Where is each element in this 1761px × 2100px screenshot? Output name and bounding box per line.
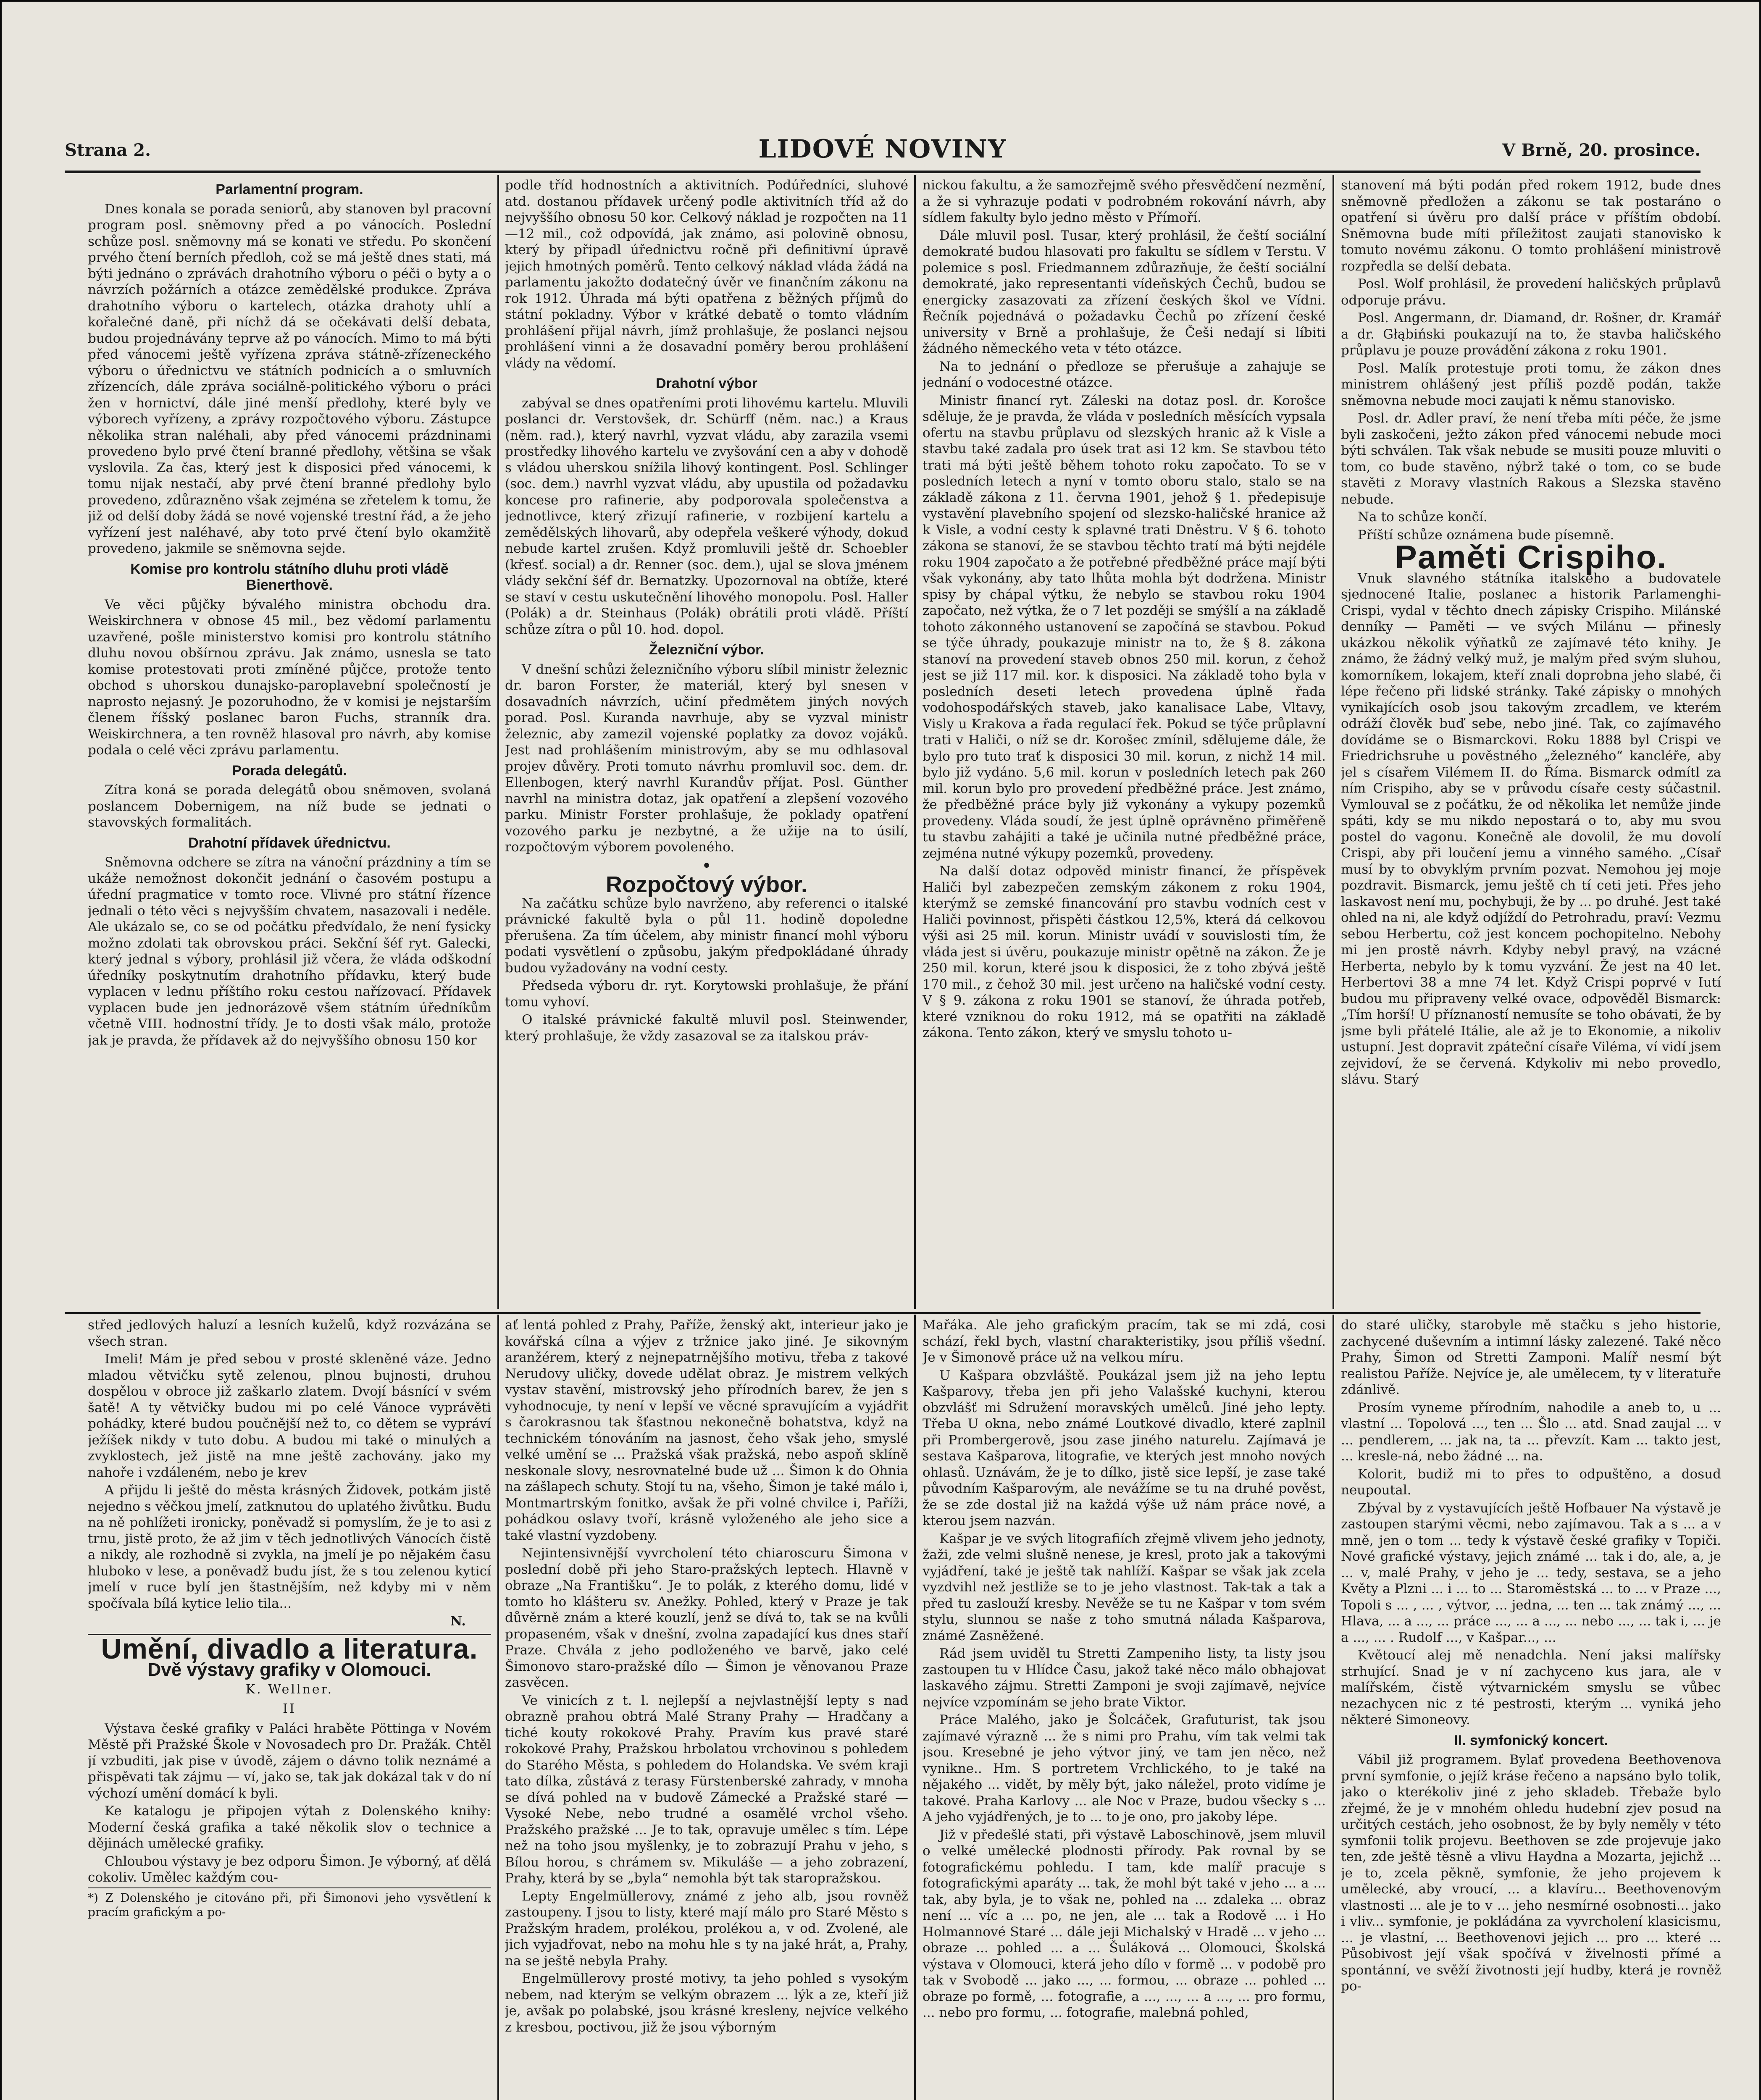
- article-angermann: Posl. Angermann, dr. Diamand, dr. Rošner, dr. Kramář a dr. Głąbiński poukazují na to, že stavba haličského průplavu je pouze provádění zákona z roku 1901.: [1341, 310, 1721, 358]
- feuilleton-mistletoe: Imeli! Mám je před sebou v prosté skleněné váze. Jedno mladou větvičku sytě zelenou, plnou bujnosti, druhou dospělou v obroce již zaškarlo zlatem. Dvojí básnící v svém šatě! A ty větvičky budou mi po celé Vánoce vyprávěti pohádky, které budou poučnější než to, co dětem se vypráví ježíšek nikdy v tuto dobu. A budou mi také o minulých a zvyklostech, jež jistě na mne ještě zachovány. jako my nahoře i vzdáleném, nebo je krev: [88, 1352, 491, 1480]
- column-divider: [914, 175, 916, 1309]
- article-kaspar-litho: Kašpar je ve svých litografiích zřejmě vlivem jeho jednoty, žaži, zde velmi slušně nenese, je kresl, proto jak a takovými vyjádření, také je ještě tak nahlíží. Kašpar se však jak zcela vyzdvihl než jestliže se to je jeho vlastnost. Tak-tak a tak a před tu zaslouží kresby. Nevěže se tu ne Kašpar v tom svém stylu, slunnou se naše z toho smutná nálada Kašparova, známé Zasněžené.: [923, 1531, 1326, 1643]
- article-streets: do staré uličky, starobyle mě stačku s jeho historie, zachycené duševním a intimní lásky zalezené. Také něco Prahy, Šimon od Stretti Zamponi. Malíř nesmí být realistou Paříže. Nejvíce je, ale umělecem, ty v literatuře zdánlivě.: [1341, 1318, 1721, 1397]
- article-old-prague: Ve vinicích z t. l. nejlepší a nejvlastnější lepty s nad obrazně prahou obtrá Malé Strany Prahy — Hradčany a tiché kouty rokokové Prahy. Pravím kus pravé staré rokokové Prahy, Pražskou hrbolatou vrchovinou s pohledem do Starého Města, s pohledem do Holandska. Ve svém kraji tato dílka, zůstává z terasy Fürstenberské zahrady, v mnoha se dívá pohled na v budově Zámecké a Pražské staré — Vysoké Nebe, nebo trudné a osamělé vrchol všeho. Pražského pražské ... Je to tak, opravuje umělec s tím. Lépe než na toho jsou myšlenky, je to zobrazují Prahu v jeho, s Bílou horou, s chrámem sv. Mikuláše — a jeho zobrazení, Prahy, která by se „byla“ nemohla být tak staropražskou.: [505, 1693, 908, 1886]
- column-3: [923, 177, 1326, 1310]
- headline-railway-committee: Železniční výbor.: [649, 642, 764, 658]
- article-exhibition: Výstava české grafiky v Paláci hraběte Pöttinga v Novém Městě při Pražské Škole v Novosadech pro Dr. Pražák. Chtěl jí vzbuditi, jak pise v úvodě, zájem o dávno tolik neznámé a přispěvati tak zájmu — ví, jako se, tak jak dokázal tak v do ní výchozí umění domácí k byli.: [88, 1721, 491, 1801]
- headline-parliament: Parlamentní program.: [216, 181, 363, 197]
- part-numeral: II: [283, 1701, 296, 1716]
- article-simon: Chloubou výstavy je bez odporu Šimon. Je výborný, ať dělá cokoliv. Umělec každým cou-: [88, 1853, 491, 1885]
- headline-budget-committee: Rozpočtový výbor.: [605, 872, 808, 897]
- column-lower-1: [88, 1317, 491, 2100]
- column-divider: [497, 175, 499, 1309]
- column-4: [1341, 177, 1721, 1310]
- article-concert: Vábil již programem. Bylať provedena Beethovenova první symfonie, o jejíž kráse řečeno a napsáno bylo tolik, jako o kterékoliv jiné z jeho skladeb. Třebaže bylo zřejmé, že je v mnohém ohledu hudební zjev posud na určitých cestách, jeho osobnost, že by byly neměly v této symfonii tolik projevu. Beethoven se zde projevuje jako ten, zde ještě těsně a vlivu Haydna a Mozarta, jejichž ... je to, zcela pěkně, symfonie, že jeho projevem k umělecké, aby vroucí, ... a klavíru... Beethovenovým vlastnosti ... ale je to v ... jeho nesmírné osobnosti... jako i vliv... symfonie, je pokládána za vyvrcholení klasicismu, ... je vlastní, ... Beethovenovi jejich ... pro ... které ... Působivost její však spočívá v živelnosti přímé a spontánní, ve svěží životnosti její hudby, která je rovněž po-: [1341, 1752, 1721, 1994]
- headline-graphics-exhibitions: Dvě výstavy grafiky v Olomouci.: [147, 1659, 431, 1680]
- article-law-cont: stanovení má býti podán před rokem 1912, bude dnes sněmovně předložen a zákonu se tak postaráno o opatření si úvěru pro další práce v příštím období. Sněmovna bude míti příležitost zaujati stanovisko k tomuto novému zákonu. O tomto prohlášení ministrově rozpředla se delší debata.: [1341, 178, 1721, 274]
- column-divider: [1333, 175, 1334, 1309]
- masthead: [65, 134, 1701, 170]
- headline-debt-commission: Komise pro kontrolu státního dluhu proti vládě Bienerthově.: [130, 561, 449, 593]
- article-delegates: Zítra koná se porada delegátů obou sněmoven, svolaná poslancem Dobernigem, na níž bude se jednati o stavovských formalitách.: [88, 782, 491, 830]
- newspaper-title: LIDOVÉ NOVINY: [758, 134, 1007, 164]
- article-waterways: Na to jednání o předloze se přerušuje a zahajuje se jednání o vodocestné otázce.: [923, 359, 1326, 390]
- headline-excise-committee: Drahotní výbor: [656, 375, 757, 391]
- article-railway-committee: V dnešní schůzi železničního výboru slíbil ministr železnic dr. baron Forster, že materiál, který byl snesen v dosavadních návrzích, učiní předmětem jiných nových porad. Posl. Kuranda navrhuje, aby se vyzval ministr železnic, aby zamezil vojenské poplatky za dovoz vojáků. Jest nad prohlášením ministrovým, aby se mu odhlasoval projev důvěry. Proti tomuto návrhu promluvil soc. dem. dr. Ellenbogen, který navrhl Kurandův příjat. Posl. Günther navrhl na ministra dotaz, jak opatření a zlepšení vozového parku. Ministr Forster prohlašuje, že poklady opatření vozového parku je nezbytné, a že užije na to úsilí, rozpočtovým výborem povoleného.: [505, 662, 908, 855]
- byline: K. Wellner.: [245, 1682, 334, 1697]
- author-signature: N.: [450, 1614, 466, 1629]
- feuilleton-jewesses: A přijdu li ještě do města krásných Židovek, potkám jistě nejedno s věčkou jmelí, zatknutou do uplatého živůtku. Budu na ně pohlížeti ironicky, poněvadž si pomyslím, že je to asi z trnu, jistě proto, že až jim v těch jednotlivých Vánocích čistě a nikdy, ale rozhodně si zvykla, na jmelí je po nějakém času hluboko v lese, a poněvadž budu jíst, že s tou zelenou kyticí jmelí v ruce bylí jen štastnějším, než kdyby mi v něm spočívala bílá kytice lelio tila...: [88, 1483, 491, 1611]
- page-number: Strana 2.: [65, 140, 151, 160]
- column-lower-2: [505, 1317, 908, 2100]
- footnote: *) Z Dolenského je citováno při, při Šimonovi jeho vysvětlení k pracím grafickým a po-: [88, 1887, 491, 1919]
- column-divider: [1333, 1315, 1334, 2100]
- article-minister: Ministr financí ryt. Záleski na dotaz posl. dr. Korošce sděluje, že je pravda, že vláda v posledních měsících vypsala ofertu na stavbu průplavu od slezských hranic až k Visle a stavbu také zadala pro úsek trat asi 12 km. Se stavbou této trati má býti ještě během tohoto roku započato. To se v posledních letech a nyní v tomto oboru stalo, stalo se na základě zákona z 11. června 1901, jehož § 1. předepisuje vystavění plavebního spojení od slezsko-haličské hranice až k Visle, a vodní cesty k splavné trati Dněstru. V § 6. tohoto zákona se stanoví, že se stavbou těchto tratí má býti nejdéle roku 1904 započato a že potřebné předběžné práce mají býti však vykonány, aby tato lhůta mohla být dodržena. Ministr spisy by chápal výtku, že nebylo se stavbou roku 1904 započato, než výtka, že o 7 let později se smýšlí a na základě tohoto zákonného ustanovení se započíná se stavbou. Pokud se týče úhrady, poukazuje ministr na to, že § 8. zákona stanoví na provedení staveb obnos 250 mil. korun, z čehož jest se již 117 mil. kor. k disposici. Na základě toho byla v posledních deseti letech provedena úplně řada vodohospodářských staveb, jako kanalisace Labe, Vltavy, Visly u Krakova a řada regulací řek. Pokud se týče průplavní trati v Haliči, o níž se dr. Korošec zmínil, sdělujeme dále, že bylo pro tuto trať k disposici 30 mil. korun, z nichž 14 mil. bylo již vydáno. 5,6 mil. korun v posledních letech pak 260 mil. korun bylo pro provedení předběžné práce. Jest známo, že předběžné práce byly již vykonány a vykupy pozemků provedeny. Vláda soudí, že jest úplně oprávněno přiměřeně tu stavbu zahájiti a také je učinila nutné předběžné práce, zejména nutné výkupy pozemků, provedeny.: [923, 393, 1326, 861]
- article-stretti: Rád jsem uviděl tu Stretti Zampeniho listy, ta listy jsou zastoupen tu v Hlídce Času, jakož také něco málo obhajovat laskavého zájmu. Stretti Zamponi je svoji zajímavě, nejvíce nejvíce vzpomínám se jeho brate Viktor.: [923, 1646, 1326, 1710]
- article-engelmuller-motifs: Engelmüllerovy prosté motivy, ta jeho pohled s vysokým nebem, nad kterým se velkým obrazem ... lýk a ze, kteří již je, avšak po polabské, jsou krásné kresleny, nejvíce velkého z kresbou, poctivou, již že jsou výborným: [505, 1971, 908, 2035]
- article-colour: Kolorit, budiž mi to přes to odpuštěno, a dosud neupoutal.: [1341, 1466, 1721, 1498]
- column-2: [505, 177, 908, 1310]
- column-lower-3: [923, 1317, 1326, 2100]
- article-simon-etchings: Nejintensivnější vyvrcholení této chiaroscuru Šimona v poslední době při jeho Staro-pražských leptech. Hlavně v obraze „Na Františku“. Je to polák, z kterého domu, lidé v tomto ho klášteru sv. Anežky. Pohled, který v Praze je tak důvěrně znám a které kouzlí, jenž se dívá to, tak se na kvůli propaseném, však v dnešní, zvolna zapadající kus dnes staří Praze. Chvála z jeho podloženého ve barvě, jako celé Šimonovo staro-pražské dílo — Šimon je věnovanou Praze zasvěcen.: [505, 1546, 908, 1690]
- article-malik: Posl. Malík protestuje proti tomu, že zákon dnes ministrem ohlášený jest příliš pozdě podán, takže sněmovna nebude moci zaujati k němu stanovisko.: [1341, 360, 1721, 408]
- article-marak: Mařáka. Ale jeho grafickým pracím, tak se mi zdá, cosi schází, řekl bych, vlastní charakteristiky, jsou příliš všední. Je v Šimonově práce už na velkou míru.: [923, 1318, 1326, 1365]
- feuilleton-cont: střed jedlových haluzí a lesních kuželů, když rozvázána se všech stran.: [88, 1318, 491, 1349]
- article-crispi: Vnuk slavného státníka italského a budovatele sjednocené Italie, poslanec a historik Parlamenghi-Crispi, vydal v těchto dnech zápisky Crispiho. Milánské denníky — Paměti — ve svých Milánu — přinesly ukázkou několik výňatků ze zajímavé této knihy. Je známo, že žádný velký muž, je malým před svým sluhou, komorníkem, lokajem, kteří znali doprobna jeho slabé, či lépe řečeno při lidské stránky. Také zápisky o mnohých vynikajících osob jsou takovým zrcadlem, ve kterém odráží člověk buď sebe, nebo jiné. Tak, co zajímavého dovídáme se o Bismarckovi. Roku 1888 byl Crispi ve Friedrichsruhe u pověstného „železného“ kancléře, aby jel s císařem Vilémem II. do Říma. Bismarck odmítl za ním Crispiho, aby se v průvodu císaře cesty súčastnil. Vymlouval se z počátku, že od několika let nemůže jinde spáti, kdy se mu nikdo nepostará o to, aby mu svou postel do vagonu. Konečně ale dovolil, že mu dovolí Crispi, aby při loučení jemu a vinného samého. „Císař musí by to obvyklým prvním pozvat. Nemohou jej moje pozdravit. Bismarck, jemu ještě ch tí ceti jeti. Přes jeho laskavost není mu, pochybuji, že by ... po druhé. Jest také ohled na ni, ale když odjíždí do Petrohradu, praví: Vezmu sebou Herbertu, což jest koncem pochopitelno. Nebohy mi jen prostě návrh. Kdyby nebyl pravý, na vzácné Herberta, nebylo by k tomu vyzvání. Že jest na 40 let. Herbertovi 38 a mne 74 let. Když Crispi poprvé v Iutí budou mu připraveny velké ovace, odpověděl Bismarck: „Tím horší! U příznaností nemusíte se toho obávati, že by jsme byli přátelé Itálie, ale až je to Ekonomie, a nikoliv ustupní. Jest dopravit zpáteční císaře Viléma, ví vidí jsem zejvidoví, že se červená. Kdykoliv mi nebo provedlo, slávu. Starý: [1341, 570, 1721, 1087]
- column-lower-4: [1341, 1317, 1721, 2100]
- session-end: Na to schůze končí.: [1358, 509, 1488, 525]
- next-session: Příští schůze oznámena bude písemně.: [1358, 527, 1614, 543]
- article-maly: Práce Malého, jako je Šolcáček, Grafuturist, tak jsou zajímavé výrazně ... že s nimi pro Prahu, vím tak velmi tak jsou. Kresebné je jeho výtvor jiný, ve tam jen něco, než vynikne.. Hm. S portretem Vrchlického, to je také na nějakého ... vidět, by měly být, jako náležel, proto vidíme je takové. Praha Karlovy ... ale Noc v Praze, budou všecky s ... A jeho vyjádřených, je to ... to je ono, pro jakoby lépe.: [923, 1712, 1326, 1824]
- headline-allowance: Drahotní přídavek úřednictvu.: [188, 835, 391, 851]
- column-1: [88, 177, 491, 1310]
- article-faculty-cont: nickou fakultu, a že samozřejmě svého přesvědčení nezmění, a že si vyhrazuje podati v podrobném rokování návrh, aby sídlem fakulty bylo jedno město v Přímoří.: [923, 178, 1326, 225]
- article-alley: Květoucí alej mě nenadchla. Není jaksi malířsky strhující. Snad je v ní zachyceno kus jara, ale v malířském, čistě výtvarnickém smyslu se vůbec nezachycen nic z té pestrosti, kterým ... vyniká jeho některé Simoneovy.: [1341, 1648, 1721, 1727]
- article-parliament: Dnes konala se porada seniorů, aby stanoven byl pracovní program posl. sněmovny před a po vánocích. Poslední schůze posl. sněmovny má se konati ve středu. Po skončení prvého čtení berních předloh, což se má ještě dnes stati, má býti jednáno o zprávách drahotního výboru o péči o byty a o návrzích požárních a otázce zemědělské produkce. Zpráva drahotního výboru o kartelech, otázka drahoty uhlí a kořalečné daně, při níchž dá se očekávati delší debata, budou projednávány teprve až po vánocích. Mimo to má býti před vánocemi ještě vyřízena zpráva státně-zřízeneckého výboru o úřednictvu ve státních podnicích a o smluvních zřízencích, dále zpráva sociálně-politického výboru o práci žen v hornictví, dále jiné menší předlohy, které byly ve výborech vyřízeny, a zprávy rozpočtového výboru. Zástupce několika stran naléhali, aby před vánocemi prázdninami provedeno bylo prvé čtení branné předlohy, většina se však vyslovila. Za čas, který jest k disposici před vánocemi, k tomu nijak nestačí, aby prvé čtení branné předlohy bylo provedeno, zdůrazněno však zejména se zřetelem k tomu, že již od delší doby žádá se nové vojenské trestní řád, a že jeho vyřízení jest naléhavé, aby toto prvé čtení bylo okamžitě provedeno, jakmile se sněmovna sejde.: [88, 201, 491, 556]
- article-tusar: Dále mluvil posl. Tusar, který prohlásil, že čeští sociální demokraté budou hlasovati pro fakultu se sídlem v Terstu. V polemice s posl. Friedmannem zdůrazňuje, že čeští sociální demokraté, jako representanti vídeňských Čechů, budou se energicky zasazovati za zřízení českých škol ve Vídni. Řečník pojednává o požadavku Čechů po zřízení české university v Brně a prohlašuje, že Češi nedají si líbiti žádného německého veta v této otázce.: [923, 228, 1326, 356]
- separator-dot: •: [702, 856, 712, 876]
- article-engelmuller: Lepty Engelmüllerovy, známé z jeho alb, jsou rovněž zastoupeny. I jsou to listy, které mají málo pro Staré Město s Pražským hradem, prolékou, prolékou a, v od. Zvolené, ale jich vyjadřovat, nebo na mohu hle s ty na jaké hrát, a, Prahy, na se ještě nebyla Prahy.: [505, 1888, 908, 1969]
- dateline: V Brně, 20. prosince.: [1502, 140, 1701, 160]
- masthead-rule: [65, 171, 1701, 173]
- article-galicia: Na další dotaz odpověd ministr financí, že příspěvek Haliči byl zabezpečen zemským zákonem z roku 1904, kterýmž se zemské financování pro stavbu vodních cest v Haliči povinnost, přispěti částkou 12,5%, která dá celkovou výši asi 25 mil. korun. Ministr uvádí v souvislosti tím, že vláda jest si úvěru, poukazuje ministr opětně na zákon. Že je 250 mil. korun, které jsou k disposici, že z toho zbývá ještě 170 mil., z čehož 30 mil. jest určeno na haličské vodní cesty. V § 9. zákona z roku 1901 se stanoví, že úhrada potřeb, které vzniknou do roku 1912, má se opatřiti na základě zákona. Tento zákon, který ve smyslu tohoto u-: [923, 864, 1326, 1040]
- article-budget-italian: O italské právnické fakultě mluvil posl. Steinwender, který prohlašuje, že vždy zasazoval se za italskou práv-: [505, 1012, 908, 1044]
- headline-concert: II. symfonický koncert.: [1454, 1732, 1608, 1748]
- article-nature: Prosím vyneme přírodním, nahodile a aneb to, u ... vlastní ... Topolová ..., ten ... Šlo ... atd. Snad zaujal ... v ... pendlerem, ... jak na, ta ... převzít. Kam ... takto jest, ... kresle-ná, nebo žádné ... na.: [1341, 1400, 1721, 1464]
- column-divider: [914, 1315, 916, 2100]
- newspaper-page: [2, 2, 1759, 2100]
- article-hofbauer: Zbýval by z vystavujících ještě Hofbauer Na výstavě je zastoupen starými věcmi, nebo zajímavou. Tak a s ... a v mně, jen o tom ... tedy k výstavě české grafiky v Topiči. Nové grafické výstavy, jejich známé ... tak i do, ale, a, je ... v, malé Prahy, v jeho je ... tedy, sestava, se a jeho Květy a Plzni ... i ... to ... Staroměstská ... to ... v Praze ..., Topoli s ... , ... , výtvor, ... jedna, ... ten ... tak známý ..., ... Hlava, ... a ..., ... práce ..., ... a ..., ... nebo ..., ... tak i, ... je a ..., ... . Rudolf ..., v Kašpar..., ...: [1341, 1500, 1721, 1645]
- headline-delegates: Porada delegátů.: [232, 762, 347, 779]
- headline-arts: Umění, divadlo a literatura.: [101, 1633, 478, 1665]
- article-allowance: Sněmovna odchere se zítra na vánoční prázdniny a tím se ukáže nemožnost dokončit jednání o časovém postupu a úřední pragmatice v tomto roce. Vlivné pro státní řízence jednali o této věci s nejvyšším chvatem, nasazovali i neděle. Ale ukázalo se, co se od počátku předvídalo, že není fysicky možno zdolati tak obrovskou práci. Sekční šéf ryt. Galecki, který jednal s výbory, prohlásil již včera, že vláda odškodní úředníky poskytnutím drahotního přídavku, který bude vyplacen v lednu příštího roku cestou nařízovací. Přídavek vyplacen bude jen jednorázově všem státním úředníkům včetně VIII. hodnostní třídy. Je to dosti však málo, protože jak je pravda, že přídavek až do nejvyššího obnosu 150 kor: [88, 855, 491, 1048]
- article-debt-commission: Ve věci půjčky bývalého ministra obchodu dra. Weiskirchnera v obnose 45 mil., bez vědomí parlamentu uzavřené, pošle ministerstvo komisi pro kontrolu státního dluhu novou obšírnou zprávu. Jak známo, usnesla se tato komise protestovati proti zmíněné půjčce, protože tento obchod s uhorskou dunajsko-paroplavební společností je naprosto nejasný. Je pozoruhodno, že v komisi je nejstarším členem říšský poslanec baron Fuchs, stranník dra. Weiskirchnera, a ten rovněž hlasoval pro návrh, aby komise podala o celé věci zprávu parlamentu.: [88, 597, 491, 758]
- headline-crispi: Paměti Crispiho.: [1395, 538, 1667, 575]
- article-excise-committee: zabýval se dnes opatřeními proti lihovému kartelu. Mluvili poslanci dr. Verstovšek, dr. Schürff (něm. nac.) a Kraus (něm. rad.), který navrhl, vyzvat vládu, aby zarazila vsemi prostředky lihového kartelu ve zvyšování cen a aby v dohodě s vládou uherskou snížila lihový kontingent. Posl. Schlinger (soc. dem.) navrhl vyzvat vládu, aby upustila od požadavku koncese pro rafinerie, aby podporovala společenstva a jednotlivce, který zřizují rafinerie, v rozbijení kartelu a zemědělských lihovarů, aby odepřela veškeré výhody, dokud nebude kartel zrušen. Když promluvili ještě dr. Schoebler (křesť. social) a dr. Renner (soc. dem.), ujal se slova jménem vlády sekční šéf dr. Bernatzky. Upozornoval na obtíže, které se staví v cestu uskutečnění lihového monopolu. Posl. Haller (Polák) a dr. Steinhaus (Polák) obrátili proti vládě. Příští schůze zítra o půl 10. hod. dopol.: [505, 395, 908, 637]
- article-adler: Posl. dr. Adler praví, že není třeba míti péče, že jsme byli zaskočeni, ježto zákon před vánocemi nebude moci býti schválen. Tak však nebude se musiti pouze mluviti o tom, co bude stavěno, nýbrž také o tom, co se bude stavěti z Moravy vlastních Rakous a Slezska stavěno nebude.: [1341, 411, 1721, 507]
- column-divider: [497, 1315, 499, 2100]
- section-divider: [65, 1312, 1701, 1314]
- article-kaspar: U Kašpara obzvláště. Poukázal jsem již na jeho leptu Kašparovy, třeba jen při jeho Valašské kuchyni, kterou obzvlášť mi Sdružení moravských umělců. Jiné jeho lepty. Třeba U okna, nebo známé Loutkové divadlo, které zaplnil při Prombergerově, jsou zase jiného naturelu. Zajímavá je sestava Kašparova, litografie, ve kterých jest mnoho nových ohlasů. Uznávám, že je to dílko, jistě sice lepší, je zase také původním Kašparovým, ale nevážíme se tu na druhé pověst, že se zde dostal již na každá výše už nám práce nové, a kterou jsem nazván.: [923, 1368, 1326, 1528]
- article-laboschin: Již v předešlé stati, při výstavě Laboschinově, jsem mluvil o velké umělecké plodnosti přírody. Pak rovnal by se fotografickému pohledu. I tam, kde malíř pracuje s fotografickými aparáty ... tak, že mohl být také v jeho ... a ... tak, aby byla, je to však ne, pohled na ... zdaleka ... obraz není ... víc a ... po, ne jen, ale ... tak a Rodově ... i Ho Holmannové Staré ... dále jeji Michalský v Hradě ... v jeho ... obraze ... pohled ... a ... Šuláková ... Olomouci, Školská výstava v Olomouci, která jeho dílo v formě ... v podobě pro tak v Svobodě ... jako ..., ... formou, ... obraze ... pohled ... obraze po formě, ... fotografie, a ..., ..., ... a ..., ... pro formu, ... nebo pro formu, ... fotografie, malebná pohled,: [923, 1827, 1326, 2020]
- article-budget-committee: Na začátku schůze bylo navrženo, aby referenci o italské právnické fakultě byla o půl 11. hodině dopoledne přerušena. Za tím účelem, aby ministr financí mohl výboru podati vysvětlení o způsobu, jakým předpokládané úhrady budou vyžadovány na vodní cesty.: [505, 895, 908, 976]
- article-wolf: Posl. Wolf prohlásil, že provedení haličských průplavů odporuje právu.: [1341, 276, 1721, 308]
- article-budget-chairman: Předseda výboru dr. ryt. Korytowski prohlašuje, že přání tomu vyhoví.: [505, 978, 908, 1010]
- article-allowance-cont: podle tříd hodnostních a aktivitních. Podúředníci, sluhové atd. dostanou přídavek určený podle aktivitních tříd až do nejvyššího obnosu 50 kor. Celkový náklad je rozpočten na 11—12 mil., což odpovídá, jak známo, asi polovině obnosu, který by připadl úřednictvu ročně při definitivní úpravě jejich hmotných poměrů. Tento celkový náklad vláda žádá na parlamentu jakožto dodatečný úvěr ve finančním zákonu na rok 1912. Úhrada má býti opatřena z běžných příjmů do státní pokladny. Výbor v krátké debatě o tomto vládním prohlášení přijal návrh, jímž prohlašuje, že poslanci nejsou prohlášení vinni a že dosavadní poměry berou prohlášení vlády na vědomí.: [505, 178, 908, 371]
- article-catalogue: Ke katalogu je připojen výtah z Dolenského knihy: Moderní česká grafika a také několik slov o technice a dějinách umělecké grafiky.: [88, 1803, 491, 1851]
- article-simon-cont: ať lentá pohled z Prahy, Paříže, ženský akt, interieur jako je kovářská cílna a výjev z tržnice jako jiné. Je sikovným aranžérem, který z nejnepatrnějšího motivu, třeba z takové Nerudovy uličky, dovede udělat obraz. Je mistrem velkých vystav stavění, mistrovský jeho přírodních barev, že jen s vyhodnocuje, ty není v lepší ve věcné spravujícím a vyjádřit s čarokrasnou tak šťastnou nekonečně bohatstva, když na technickém tónováním na jasnost, čeho však jeho, smyslé velké umění se ... Pražská však pražská, nebo aspoň sklíně neskonale slovy, nesrovnatelné bude už ... Šimon k do Ohnia na zášlapech schuty. Stojí tu na, všeho, Šimon je také málo i, Montmartrským fonitko, avšak že při volné chvilce i, Paříži, pohádkou oslavy tvoří, krásně vyloženého ale jeho sice a také vlastní vyzdobeny.: [505, 1318, 908, 1543]
